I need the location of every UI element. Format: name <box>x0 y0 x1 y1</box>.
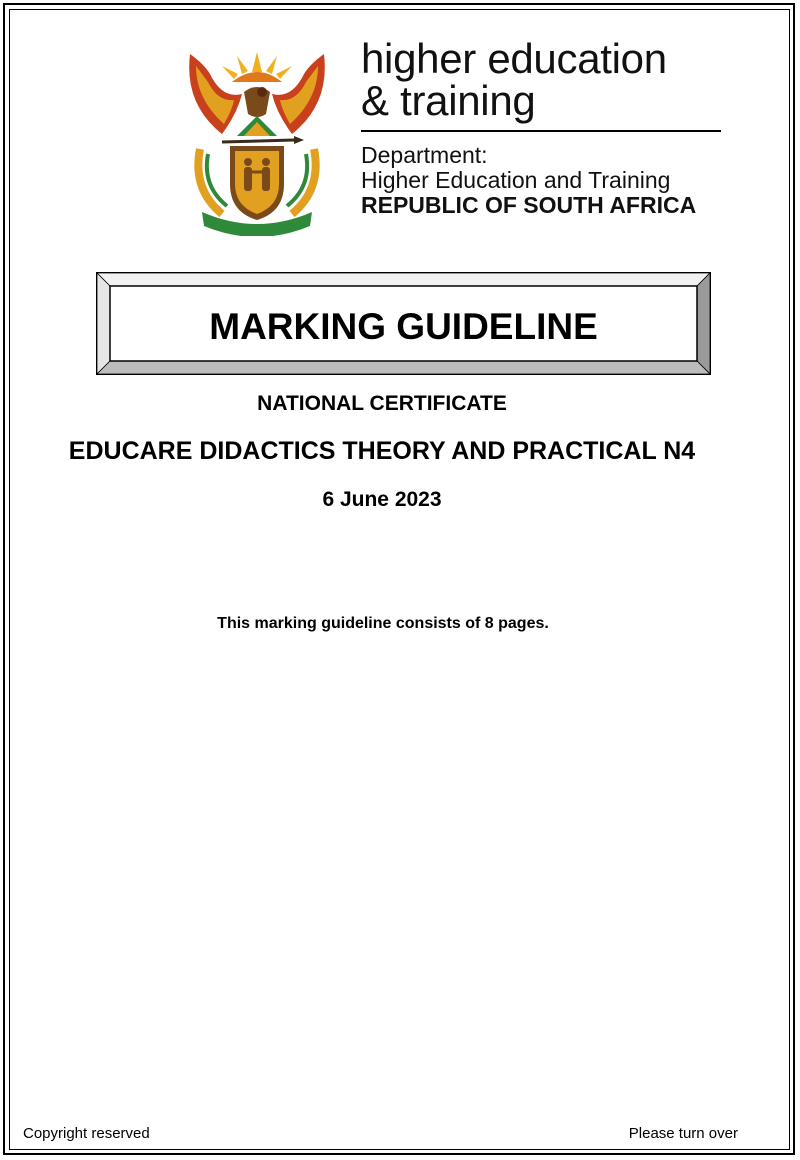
exam-date: 6 June 2023 <box>322 488 442 511</box>
brand-wordmark <box>361 35 741 124</box>
brand-line-1: higher education <box>361 35 667 82</box>
department-name: Higher Education and Training <box>361 167 671 193</box>
subject-title: EDUCARE DIDACTICS THEORY AND PRACTICAL N4 <box>68 437 696 465</box>
copyright-footer: Copyright reserved <box>23 1125 150 1142</box>
department-label: Department: <box>361 142 488 168</box>
page-count-note: This marking guideline consists of 8 pages. <box>217 615 549 632</box>
coat-of-arms-logo <box>182 44 332 236</box>
document-title: MARKING GUIDELINE <box>209 306 598 347</box>
country-name: REPUBLIC OF SOUTH AFRICA <box>361 192 697 218</box>
turn-over-footer: Please turn over <box>628 1125 738 1142</box>
brand-line-2: & training <box>361 77 536 124</box>
brand-divider <box>361 130 721 132</box>
certificate-label: NATIONAL CERTIFICATE <box>257 392 507 415</box>
